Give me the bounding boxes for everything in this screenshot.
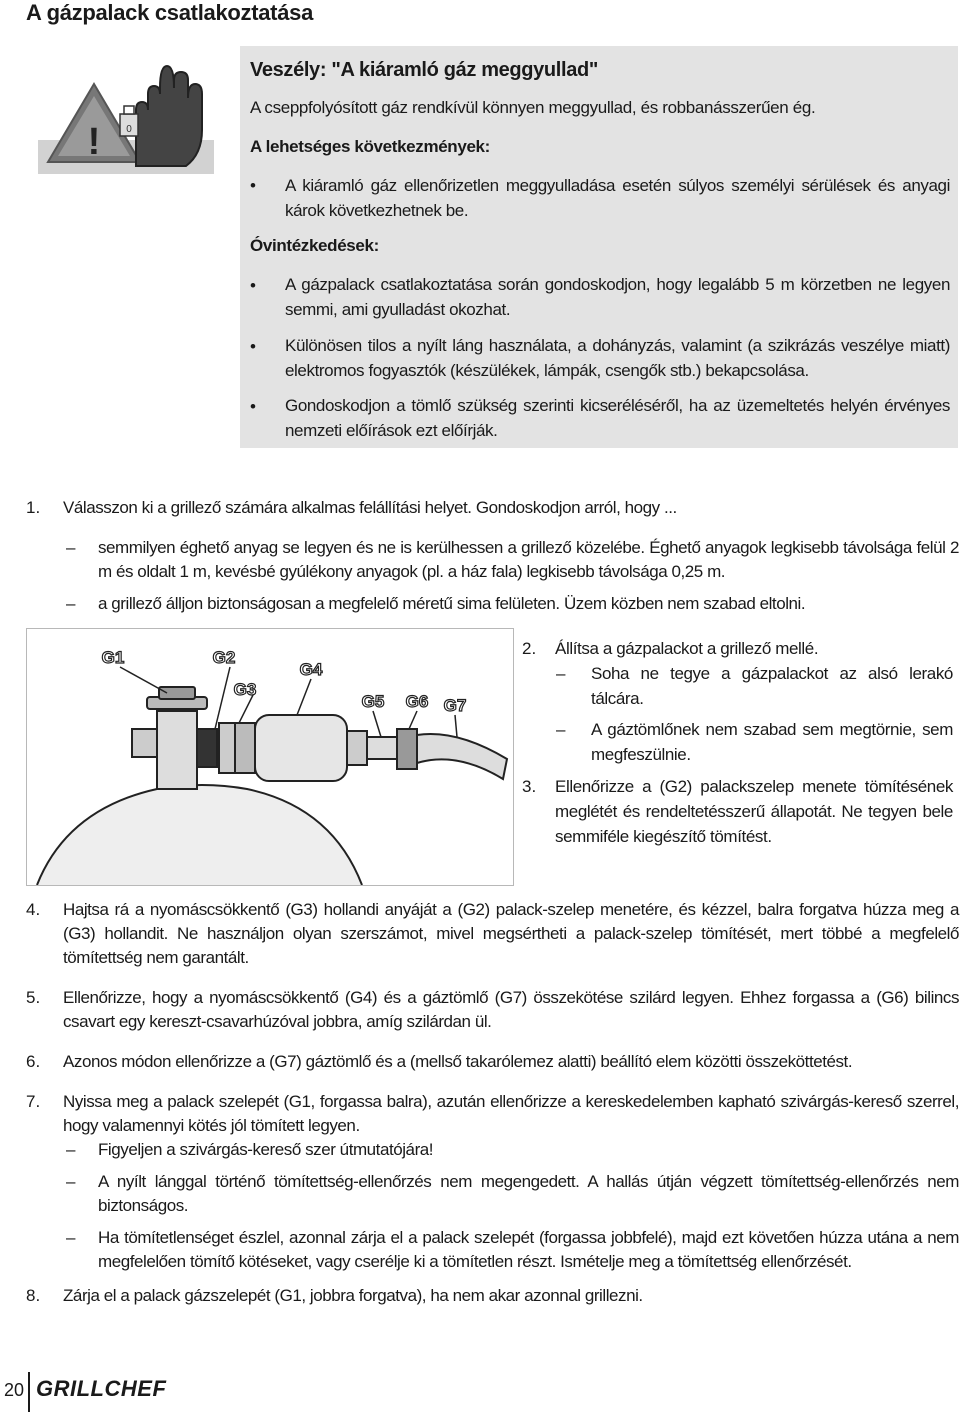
label-g7: G7	[443, 696, 467, 715]
figure-panel	[26, 628, 514, 886]
step-text: Azonos módon ellenőrizze a (G7) gáztömlő és a (mellső takarólemez alatti) beállító elem közötti összeköttetést.	[63, 1052, 853, 1071]
consequence-item: A kiáramló gáz ellenőrizetlen meggyulladása esetén súlyos személyi sérülések és anyagi károk következhetnek be.	[285, 176, 950, 220]
precaution-item: A gázpalack csatlakoztatása során gondoskodjon, hogy legalább 5 m körzetben ne legyen semmi, ami gyulladást okozhat.	[285, 275, 950, 319]
bullet-marker: •	[250, 176, 256, 195]
brand-logo: GRILLCHEF	[36, 1376, 167, 1401]
bullet-marker: •	[250, 276, 256, 295]
precaution-item: Különösen tilos a nyílt láng használata, a dohányzás, valamint (a szikrázás veszélye miatt) elektromos fogyasztók (készülékek, lámpák, csengők stb.) bekapcsolása.	[285, 336, 950, 380]
dash-marker: –	[66, 538, 76, 557]
dash-marker: –	[66, 594, 76, 613]
label-g1: G1	[101, 648, 125, 667]
footer-divider	[28, 1372, 30, 1412]
step-number: 1.	[26, 498, 41, 517]
page-number: 20	[4, 1380, 25, 1400]
regulator-diagram	[27, 629, 513, 885]
bullet-marker: •	[250, 397, 256, 416]
step-subitem: Soha ne tegye a gázpalackot az alsó lerakó tálcára.	[591, 664, 953, 708]
step-number: 6.	[26, 1052, 41, 1071]
consequences-heading: A lehetséges következmények:	[250, 137, 490, 156]
dash-marker: –	[66, 1228, 76, 1247]
step-subitem: semmilyen éghető anyag se legyen és ne is kerülhessen a grillező közelébe. Éghető anyagok legkisebb távolsága felül 2 m és oldalt 1 m, kevésbé gyúlékony anyagok (pl. a ház fala) legkisebb távolsága 0,25 m.	[98, 538, 959, 581]
label-g2: G2	[212, 648, 236, 667]
label-g5: G5	[361, 692, 385, 711]
dash-marker: –	[556, 720, 566, 739]
label-g3: G3	[233, 680, 257, 699]
label-g6: G6	[405, 692, 429, 711]
step-text: Nyissa meg a palack szelepét (G1, forgassa balra), azután ellenőrizze a kereskedelemben kapható szivárgás-kereső szerrel, hogy valamennyi kötés jól tömített legyen.	[63, 1092, 959, 1135]
dash-marker: –	[66, 1140, 76, 1159]
precaution-item: Gondoskodjon a tömlő szükség szerinti kicseréléséről, ha az üzemeltetés helyén érvényes nemzeti előírások ezt előírják.	[285, 396, 950, 440]
warning-heading: Veszély: "A kiáramló gáz meggyullad"	[250, 59, 598, 81]
svg-text:0: 0	[126, 124, 132, 135]
step-text: Hajtsa rá a nyomáscsökkentő (G3) hollandi anyáját a (G2) palack-szelep menetére, és kézzel, balra forgatva húzza meg a (G3) hollandit. Ne használjon olyan szerszámot, mivel megsértheti a palack-szelep tömítését, mert többé a megfelelő tömítettség nem garantált.	[63, 900, 959, 967]
step-text: Ellenőrizze, hogy a nyomáscsökkentő (G4) és a gáztömlő (G7) összekötése szilárd legyen. Ehhez forgassa a (G6) bilincs csavart egy kereszt-csavarhúzóval jobbra, amíg szilárdan ül.	[63, 988, 959, 1031]
hand-stop-warning-icon	[36, 54, 216, 178]
step-subitem: A gáztömlőnek nem szabad sem megtörnie, sem megfeszülnie.	[591, 720, 953, 764]
step-number: 3.	[522, 777, 537, 796]
precautions-heading: Óvintézkedések:	[250, 236, 379, 255]
step-text: Válasszon ki a grillező számára alkalmas felállítási helyet. Gondoskodjon arról, hogy ...	[63, 498, 677, 517]
step-subitem: A nyílt lánggal történő tömítettség-ellenőrzés nem megengedett. A hallás útján végzett tömítettség-ellenőrzés nem biztonságos.	[98, 1172, 959, 1215]
dash-marker: –	[556, 664, 566, 683]
step-number: 8.	[26, 1286, 41, 1305]
warning-intro: A cseppfolyósított gáz rendkívül könnyen meggyullad, és robbanásszerűen ég.	[250, 98, 816, 117]
step-number: 7.	[26, 1092, 41, 1111]
dash-marker: –	[66, 1172, 76, 1191]
step-text: Ellenőrizze a (G2) palackszelep menete tömítésének meglétét és rendeltetésszerű állapotát. Ne tegyen bele semmiféle kiegészítő tömítést.	[555, 777, 953, 846]
svg-text:!: !	[87, 121, 101, 163]
step-subitem: Ha tömítetlenséget észlel, azonnal zárja el a palack szelepét (forgassa jobbfelé), majd ezt követően húzza utána a nem megfelelően tömítő kötéseket, vagy cserélje ki a tömítetlen részt. Ismételje meg a tömítettség ellenőrzését.	[98, 1228, 959, 1271]
step-subitem: a grillező álljon biztonságosan a megfelelő méretű sima felületen. Üzem közben nem szabad eltolni.	[98, 594, 806, 613]
step-subitem: Figyeljen a szivárgás-kereső szer útmutatójára!	[98, 1140, 434, 1159]
step-text: Állítsa a gázpalackot a grillező mellé.	[555, 639, 819, 658]
step-number: 5.	[26, 988, 41, 1007]
label-g4: G4	[299, 660, 323, 679]
page-title: A gázpalack csatlakoztatása	[26, 0, 314, 25]
step-number: 2.	[522, 639, 537, 658]
step-text: Zárja el a palack gázszelepét (G1, jobbra forgatva), ha nem akar azonnal grillezni.	[63, 1286, 643, 1305]
step-number: 4.	[26, 900, 41, 919]
bullet-marker: •	[250, 337, 256, 356]
